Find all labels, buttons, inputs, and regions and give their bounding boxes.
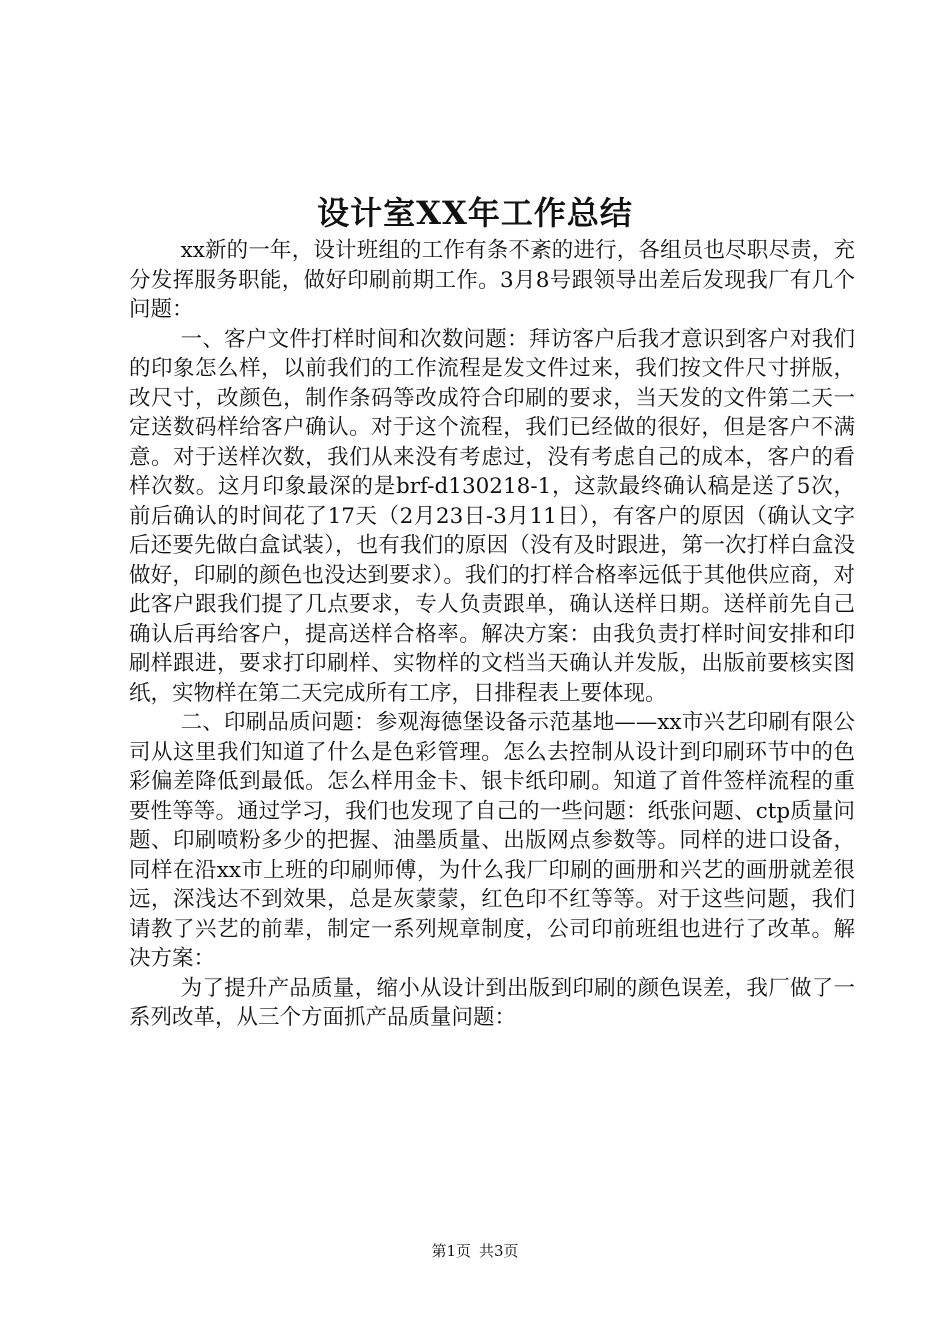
paragraph-solution: 为了提升产品质量，缩小从设计到出版到印刷的颜色误差，我厂做了一系列改革，从三个方面抓产品质量问题： (129, 975, 855, 1030)
page-total: 共3页 (479, 1242, 519, 1260)
page-number: 第1页 (431, 1242, 471, 1260)
page-footer (0, 1240, 950, 1261)
paragraph-print-quality-issue: 二、印刷品质问题：参观海德堡设备示范基地——xx市兴艺印刷有限公司从这里我们知道了什么是色彩管理。怎么去控制从设计到印刷环节中的色彩偏差降低到最低。怎么样用金卡、银卡纸印刷。知道了首件签样流程的重要性等等。通过学习，我们也发现了自己的一些问题：纸张问题、ctp质量问题、印刷喷粉多少的把握、油墨质量、出版网点参数等。同样的进口设备，同样在沿xx市上班的印刷师傅，为什么我厂印刷的画册和兴艺的画册就差很远，深浅达不到效果，总是灰蒙蒙，红色印不红等等。对于这些问题，我们请教了兴艺的前辈，制定一系列规章制度，公司印前班组也进行了改革。解决方案： (129, 710, 855, 971)
document-body (129, 236, 855, 1033)
document-title: 设计室XX年工作总结 (317, 194, 633, 232)
paragraph-proofing-issue: 一、客户文件打样时间和次数问题：拜访客户后我才意识到客户对我们的印象怎么样，以前我们的工作流程是发文件过来，我们按文件尺寸拼版，改尺寸，改颜色，制作条码等改成符合印刷的要求，当天发的文件第二天一定送数码样给客户确认。对于这个流程，我们已经做的很好，但是客户不满意。对于送样次数，我们从来没有考虑过，没有考虑自己的成本，客户的看样次数。这月印象最深的是brf-d130218-1，这款最终确认稿是送了5次，前后确认的时间花了17天（2月23日-3月11日），有客户的原因（确认文字后还要先做白盒试装），也有我们的原因（没有及时跟进，第一次打样白盒没做好，印刷的颜色也没达到要求）。我们的打样合格率远低于其他供应商，对此客户跟我们提了几点要求，专人负责跟单，确认送样日期。送样前先自己确认后再给客户，提高送样合格率。解决方案：由我负责打样时间安排和印刷样跟进，要求打印刷样、实物样的文档当天确认并发版，出版前要核实图纸，实物样在第二天完成所有工序，日排程表上要体现。 (129, 326, 855, 706)
paragraph-intro: xx新的一年，设计班组的工作有条不紊的进行，各组员也尽职尽责，充分发挥服务职能，做好印刷前期工作。3月8号跟领导出差后发现我厂有几个问题： (129, 238, 855, 322)
